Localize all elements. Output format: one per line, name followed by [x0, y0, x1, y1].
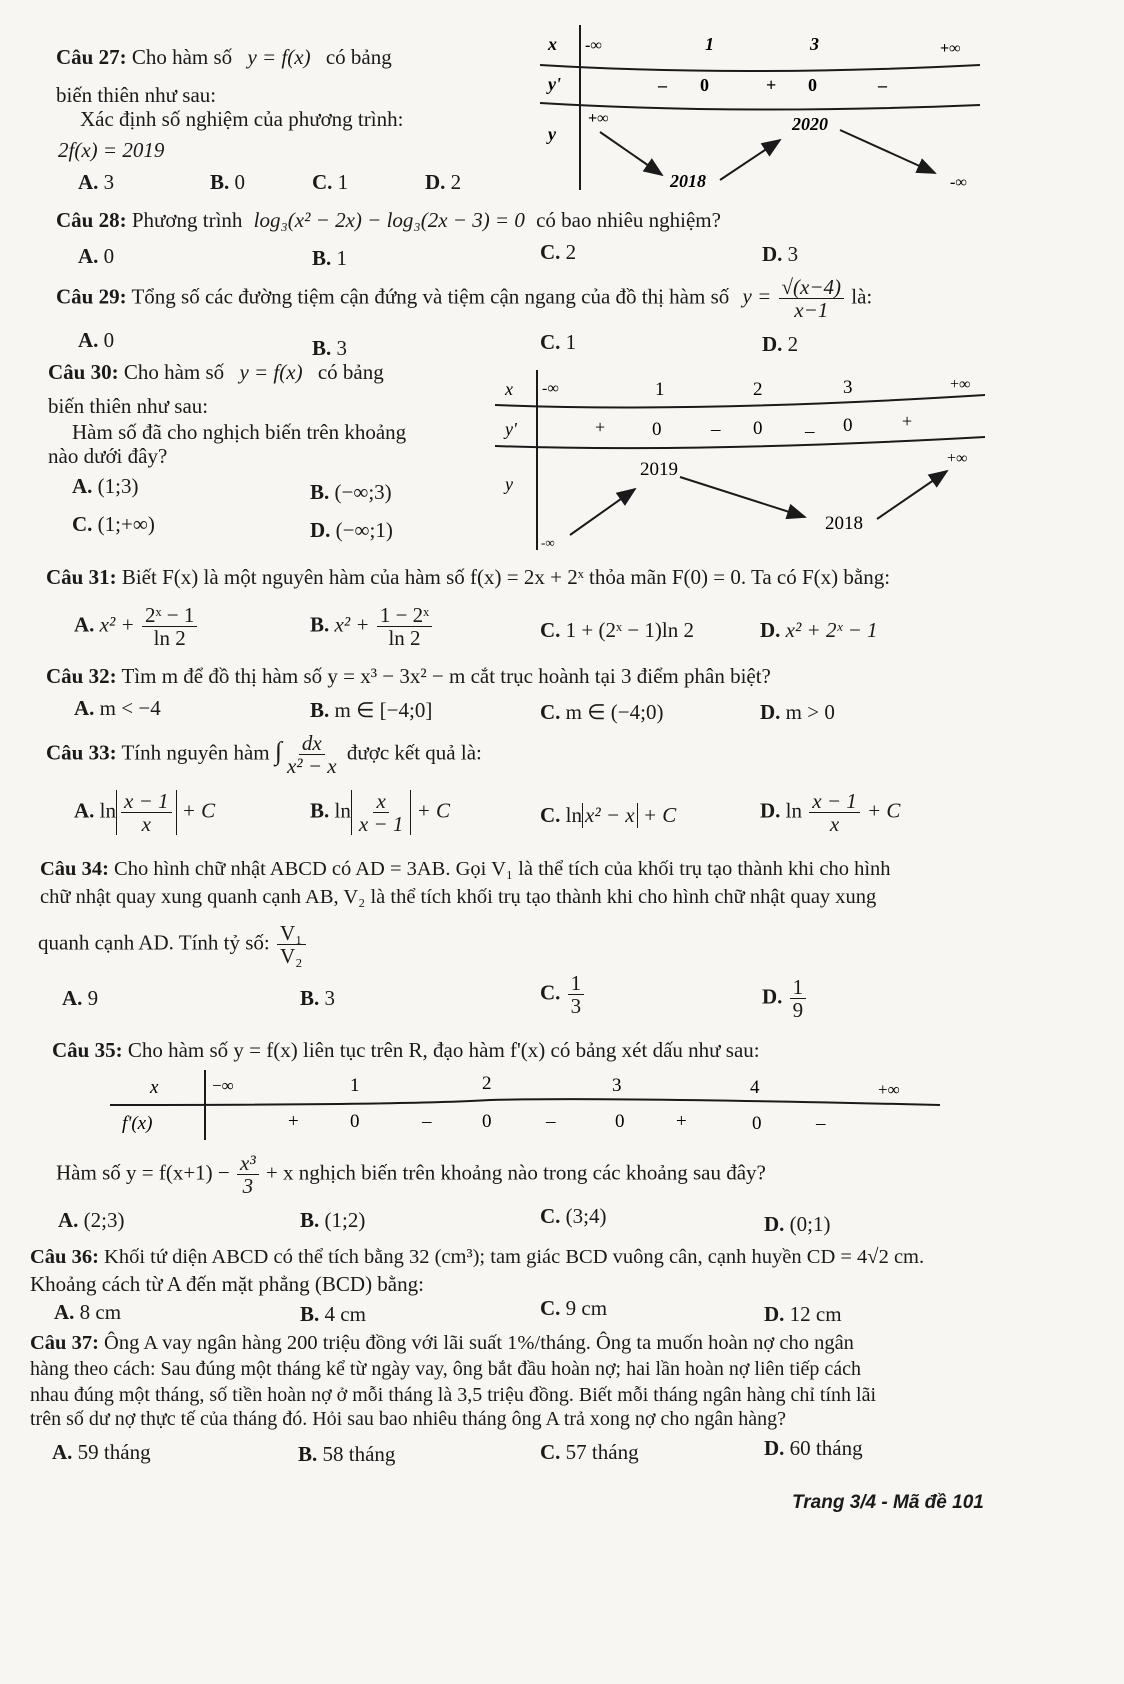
table-y-value: -∞ [541, 535, 555, 550]
q30-line4: nào dưới đây? [48, 444, 168, 468]
q35-question [56, 1152, 766, 1197]
table-x-value: 4 [750, 1077, 760, 1098]
table-x-value: 2 [753, 379, 763, 400]
q27-equation: 2f(x) = 2019 [58, 138, 165, 162]
arrow-down [840, 130, 935, 173]
q29-numerator: √(x−4) [779, 276, 845, 299]
fraction-denominator: V₂ [280, 944, 303, 969]
table-rule [495, 437, 985, 448]
q29-option-b[interactable]: B. 3 [312, 336, 348, 360]
q37-line4: trên số dư nợ thực tế của tháng đó. Hỏi sau bao nhiêu tháng ông A trả xong nợ cho ngân hàng? [30, 1408, 787, 1430]
q27-option-c[interactable]: C. 1 [312, 170, 349, 194]
q35-label: Câu 35: [52, 1038, 123, 1062]
table-rule [110, 1099, 940, 1105]
fraction-denominator: ln 2 [153, 626, 186, 651]
table-x-value: 1 [350, 1075, 360, 1096]
q29-fraction [779, 276, 845, 321]
arrow-down [600, 132, 662, 175]
option-key: D. [760, 618, 781, 642]
option-constant: + C [416, 798, 451, 823]
option-fraction [377, 604, 432, 649]
q35-line [52, 1038, 760, 1063]
table-y-value: 2019 [640, 459, 678, 480]
q30-func: y = f(x) [239, 360, 303, 384]
q37-line3: nhau đúng một tháng, số tiền hoàn nợ ở mỗi tháng là 3,5 triệu đồng. Biết mỗi tháng ngân hàng chỉ tính lãi [30, 1384, 877, 1406]
q34-option-a[interactable]: A. 9 [62, 986, 99, 1010]
q27-option-b[interactable]: B. 0 [210, 170, 246, 194]
q33-text: Tính nguyên hàm [121, 740, 270, 765]
q34-option-c[interactable] [540, 972, 586, 1017]
q35-option-c[interactable]: C. (3;4) [540, 1204, 607, 1228]
q30-text2: có bảng [317, 360, 384, 384]
q29-label: Câu 29: [56, 284, 127, 309]
option-key: A. [74, 798, 95, 823]
table-sign: + [766, 75, 777, 95]
table-x-value: −∞ [212, 1076, 234, 1095]
fraction-numerator: x³ [237, 1152, 259, 1175]
q30-line1 [48, 360, 384, 385]
fraction-denominator: x² − x [286, 754, 337, 779]
q37-line1 [30, 1332, 854, 1355]
table-sign: 0 [615, 1111, 625, 1132]
q33-line [46, 732, 482, 777]
table-sign: + [595, 417, 606, 437]
option-fraction [356, 790, 407, 835]
fraction-denominator: ln 2 [388, 626, 421, 651]
q29-option-a[interactable]: A. 0 [78, 328, 115, 352]
option-fraction [568, 972, 585, 1017]
option-constant: + C [642, 803, 677, 827]
option-fraction [121, 790, 172, 835]
table-x-value: 3 [843, 377, 853, 398]
q34-ratio [277, 922, 306, 967]
option-abs: x² − x [582, 803, 638, 828]
page-footer: Trang 3/4 - Mã đề 101 [792, 1492, 984, 1513]
table-x-value: 2 [482, 1073, 492, 1094]
q33-option-c[interactable] [540, 803, 676, 828]
q30-variation-table [495, 365, 985, 555]
table-y-value: 2018 [670, 171, 706, 191]
table-sign: 0 [808, 75, 817, 95]
q29-option-d[interactable]: D. 2 [762, 332, 799, 356]
q31-line [46, 565, 890, 590]
table-sign: + [288, 1111, 299, 1132]
q32-option-a[interactable]: A. m < −4 [74, 696, 161, 720]
q27-line2: biến thiên như sau: [56, 83, 217, 107]
option-key: D. [760, 798, 781, 823]
table-y-label: y [505, 474, 513, 494]
q29-option-c[interactable]: C. 1 [540, 330, 577, 354]
q31-option-c[interactable] [540, 618, 694, 643]
q35-question-fraction [237, 1152, 259, 1197]
fraction-denominator: x [141, 812, 151, 837]
option-constant: + C [867, 798, 901, 823]
q35-option-b[interactable]: B. (1;2) [300, 1208, 366, 1232]
q28-option-b[interactable]: B. 1 [312, 246, 348, 270]
q34-line1 [40, 858, 891, 881]
table-x-value: 1 [705, 34, 714, 54]
table-rule [540, 65, 980, 71]
fraction-numerator: x [373, 790, 388, 813]
option-key: A. [74, 612, 95, 637]
table-x-label: x [548, 34, 557, 54]
fraction-denominator: x − 1 [358, 812, 404, 837]
q31-text: Biết F(x) là một nguyên hàm của hàm số f(x) = 2x + 2ˣ thỏa mãn F(0) = 0. Ta có F(x) bằng: [121, 565, 891, 589]
q27-label: Câu 27: [56, 45, 127, 69]
q35-sign-table [110, 1065, 940, 1145]
table-y-value: +∞ [947, 450, 968, 467]
q36-option-d[interactable]: D. 12 cm [764, 1302, 842, 1326]
table-yp-label: y' [548, 74, 561, 94]
arrow-up [570, 489, 635, 535]
q27-text2: có bảng [325, 45, 392, 69]
table-x-value: +∞ [878, 1080, 900, 1099]
table-x-value: -∞ [585, 37, 602, 54]
q27-line3: Xác định số nghiệm của phương trình: [80, 107, 404, 131]
q35-question-post: + x nghịch biến trên khoảng nào trong các khoảng sau đây? [265, 1160, 766, 1185]
table-rule [540, 103, 980, 110]
table-x-value: +∞ [940, 40, 961, 57]
q36-option-c[interactable]: C. 9 cm [540, 1296, 608, 1320]
q30-option-a[interactable]: A. (1;3) [72, 474, 139, 498]
q33-option-d[interactable] [760, 790, 900, 835]
table-sign: – [805, 421, 815, 442]
fraction-numerator: x − 1 [121, 790, 172, 813]
q27-text1: Cho hàm số [131, 45, 233, 69]
q37-option-c[interactable]: C. 57 tháng [540, 1440, 639, 1464]
table-rule [495, 395, 985, 407]
q29-text2: là: [851, 284, 873, 309]
q35-text: Cho hàm số y = f(x) liên tục trên R, đạo hàm f'(x) có bảng xét dấu như sau: [127, 1038, 760, 1062]
option-expr: x² + 2ˣ − 1 [785, 618, 878, 642]
q30-text1: Cho hàm số [123, 360, 225, 384]
q34-line2: chữ nhật quay xung quanh cạnh AB, V₂ là thể tích khối trụ tạo thành khi cho hình chữ nhật quay xung [40, 886, 877, 908]
q34-text1: Cho hình chữ nhật ABCD có AD = 3AB. Gọi V₁ là thể tích của khối trụ tạo thành khi cho hình [114, 858, 891, 880]
q29-denominator: x−1 [794, 298, 829, 323]
q32-line [46, 664, 771, 689]
table-sign: – [422, 1111, 432, 1132]
table-y-value: 2020 [792, 114, 828, 134]
option-key: C. [540, 618, 561, 642]
q33-option-a[interactable] [74, 790, 215, 835]
option-expr: x² + [99, 612, 135, 637]
option-fraction [142, 604, 197, 649]
q36-option-a[interactable]: A. 8 cm [54, 1300, 122, 1324]
q35-question-pre: Hàm số y = f(x+1) − [56, 1160, 230, 1185]
q37-line2: hàng theo cách: Sau đúng một tháng kể từ ngày vay, ông bắt đầu hoàn nợ; hai lần hoàn nợ liên tiếp cách [30, 1358, 862, 1380]
q32-option-b[interactable]: B. m ∈ [−4;0] [310, 698, 433, 722]
q34-text3: quanh cạnh AD. Tính tỷ số: [38, 930, 270, 955]
table-sign: 0 [752, 1113, 762, 1134]
fraction-numerator: 1 [790, 976, 807, 999]
table-sign: – [878, 75, 887, 95]
q27-variation-table [540, 25, 980, 205]
q29-text: Tổng số các đường tiệm cận đứng và tiệm cận ngang của đồ thị hàm số [131, 284, 730, 309]
table-sign: – [711, 419, 721, 440]
q37-option-b[interactable]: B. 58 tháng [298, 1442, 396, 1466]
q29-func-lhs: y = [742, 284, 772, 309]
q37-option-a[interactable]: A. 59 tháng [52, 1440, 151, 1464]
q28-text: Phương trình [131, 208, 243, 232]
table-sign: 0 [700, 75, 709, 95]
q27-func: y = f(x) [247, 45, 311, 69]
table-sign: – [816, 1113, 826, 1134]
q28-option-a[interactable]: A. 0 [78, 244, 115, 268]
table-sign: + [676, 1111, 687, 1132]
fraction-numerator: x − 1 [809, 790, 860, 813]
q35-option-a[interactable]: A. (2;3) [58, 1208, 125, 1232]
q36-line1 [30, 1246, 924, 1269]
table-sign: 0 [482, 1111, 492, 1132]
fraction-numerator: V₁ [277, 922, 306, 945]
q28-option-d[interactable]: D. 3 [762, 242, 799, 266]
q32-option-c[interactable]: C. m ∈ (−4;0) [540, 700, 664, 724]
q34-label: Câu 34: [40, 858, 109, 880]
fraction-numerator: dx [299, 732, 325, 755]
q30-label: Câu 30: [48, 360, 119, 384]
table-sign: – [546, 1111, 556, 1132]
table-x-value: +∞ [950, 376, 971, 393]
q33-label: Câu 33: [46, 740, 117, 765]
q37-text1: Ông A vay ngân hàng 200 triệu đồng với lãi suất 1%/tháng. Ông ta muốn hoàn nợ cho ngân [104, 1332, 854, 1354]
option-ln: ln [785, 798, 803, 823]
q34-line3 [38, 922, 308, 967]
q28-label: Câu 28: [56, 208, 127, 232]
q31-option-b[interactable] [310, 604, 434, 649]
option-expr: x² + [334, 612, 370, 637]
q36-option-b[interactable]: B. 4 cm [300, 1302, 366, 1326]
q33-integrand [284, 732, 340, 777]
option-ln: ln [99, 798, 117, 823]
option-key: C. [540, 980, 561, 1005]
table-fp-label: f'(x) [122, 1113, 153, 1134]
option-key: B. [310, 798, 330, 823]
table-y-value: +∞ [588, 110, 609, 127]
table-yp-label: y' [505, 419, 517, 439]
q37-option-d[interactable]: D. 60 tháng [764, 1436, 863, 1460]
q28-text2: có bao nhiêu nghiệm? [536, 208, 721, 232]
fraction-denominator: x [829, 812, 840, 837]
fraction-numerator: 1 [568, 972, 585, 995]
q34-option-b[interactable]: B. 3 [300, 986, 336, 1010]
q34-option-d[interactable] [762, 976, 808, 1021]
q33-option-b[interactable] [310, 790, 450, 835]
table-sign: 0 [843, 415, 853, 436]
q30-line3: Hàm số đã cho nghịch biến trên khoảng [72, 420, 407, 444]
table-x-value: 3 [810, 34, 819, 54]
q28-equation: log₃(x² − 2x) − log₃(2x − 3) = 0 [253, 208, 525, 232]
table-sign: + [902, 411, 913, 431]
option-constant: + C [181, 798, 216, 823]
q31-label: Câu 31: [46, 565, 117, 589]
fraction-denominator: 3 [242, 1174, 254, 1199]
table-x-label: x [505, 379, 513, 399]
q29-line [56, 276, 872, 321]
table-x-value: 3 [612, 1075, 622, 1096]
q30-option-d[interactable]: D. (−∞;1) [310, 518, 393, 542]
option-expr: 1 + (2ˣ − 1)ln 2 [565, 618, 694, 642]
q28-line [56, 208, 721, 233]
fraction-numerator: 2ˣ − 1 [142, 604, 197, 627]
q32-text: Tìm m để đồ thị hàm số y = x³ − 3x² − m cắt trục hoành tại 3 điểm phân biệt? [121, 664, 771, 688]
fraction-denominator: 9 [792, 998, 804, 1023]
q32-option-d[interactable]: D. m > 0 [760, 700, 835, 724]
q27-option-a[interactable]: A. 3 [78, 170, 115, 194]
q31-option-a[interactable] [74, 604, 199, 649]
integral-icon: ∫ [274, 736, 282, 766]
q27-line1 [56, 45, 392, 70]
arrow-down [680, 477, 805, 517]
q32-label: Câu 32: [46, 664, 117, 688]
table-x-value: -∞ [542, 380, 559, 397]
q33-text2: được kết quả là: [346, 740, 482, 765]
q30-line2: biến thiên như sau: [48, 394, 209, 418]
q35-option-d[interactable]: D. (0;1) [764, 1212, 831, 1236]
table-y-label: y [548, 124, 556, 144]
option-key: D. [762, 984, 783, 1009]
option-key: C. [540, 803, 561, 827]
option-ln: ln [334, 798, 351, 823]
fraction-denominator: 3 [570, 994, 582, 1019]
option-ln: ln [565, 803, 583, 827]
table-sign: 0 [652, 419, 662, 440]
q30-option-c[interactable]: C. (1;+∞) [72, 512, 155, 536]
fraction-numerator: 1 − 2ˣ [377, 604, 432, 627]
table-x-label: x [150, 1077, 159, 1098]
q36-line2: Khoảng cách từ A đến mặt phẳng (BCD) bằng: [30, 1272, 424, 1296]
q31-option-d[interactable] [760, 618, 878, 643]
arrow-up [877, 471, 947, 519]
q28-option-c[interactable]: C. 2 [540, 240, 577, 264]
table-sign: 0 [753, 418, 763, 439]
table-y-value: -∞ [950, 174, 967, 191]
q36-label: Câu 36: [30, 1246, 99, 1268]
option-fraction [809, 790, 860, 835]
q37-label: Câu 37: [30, 1332, 99, 1354]
table-y-value: 2018 [825, 513, 863, 534]
q30-option-b[interactable]: B. (−∞;3) [310, 480, 392, 504]
option-key: B. [310, 612, 330, 637]
arrow-up [720, 140, 780, 180]
q36-text1: Khối tứ diện ABCD có thể tích bằng 32 (cm³); tam giác BCD vuông cân, cạnh huyền CD = 4√2 cm. [104, 1246, 925, 1268]
option-fraction [790, 976, 807, 1021]
table-sign: 0 [350, 1111, 360, 1132]
table-sign: – [658, 75, 667, 95]
q27-option-d[interactable]: D. 2 [425, 170, 462, 194]
table-x-value: 1 [655, 379, 665, 400]
